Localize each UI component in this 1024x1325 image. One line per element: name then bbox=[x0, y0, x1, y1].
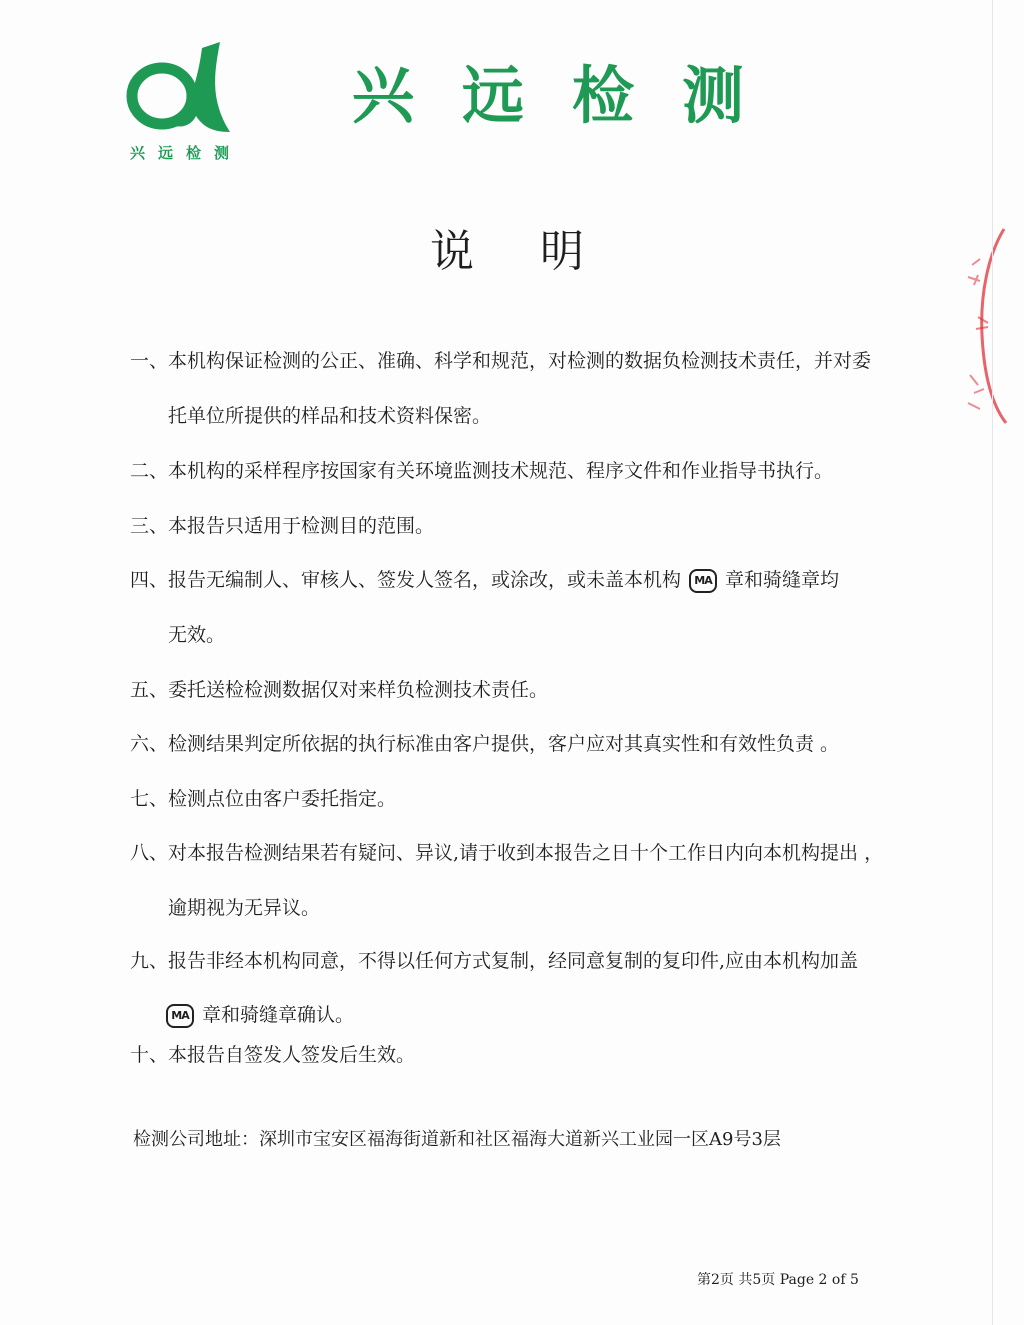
document-title: 说明 bbox=[430, 226, 650, 277]
notice-item-1-continued: 托单位所提供的样品和技术资料保密。 bbox=[168, 405, 492, 427]
brand-name: 兴远检测 bbox=[352, 59, 793, 132]
item-number: 五、 bbox=[130, 679, 169, 701]
item-text: 委托送检检测数据仅对来样负检测技术责任。 bbox=[168, 679, 549, 701]
item-text: 报告非经本机构同意，不得以任何方式复制，经同意复制的复印件,应由本机构加盖 bbox=[168, 950, 859, 972]
notice-item-7 bbox=[130, 786, 900, 812]
notice-item-6 bbox=[130, 731, 900, 757]
logo-caption: 兴远检测 bbox=[130, 144, 243, 162]
page-number: 第2页 共5页 Page 2 of 5 bbox=[697, 1272, 859, 1288]
cma-badge-icon: MA bbox=[689, 569, 717, 593]
item-number: 四、 bbox=[130, 569, 169, 591]
item-text-after: 章和骑缝章均 bbox=[725, 569, 840, 591]
item-number: 二、 bbox=[130, 460, 169, 482]
item-text: 本报告只适用于检测目的范围。 bbox=[168, 515, 435, 537]
item-text: 检测点位由客户委托指定。 bbox=[168, 788, 397, 810]
notice-item-9 bbox=[130, 948, 900, 974]
red-seal-stamp-icon bbox=[948, 225, 1008, 425]
green-alpha-logo-icon bbox=[118, 38, 246, 142]
address-value: 深圳市宝安区福海街道新和社区福海大道新兴工业园一区A9号3层 bbox=[259, 1129, 781, 1150]
item-text: 对本报告检测结果若有疑问、异议,请于收到本报告之日十个工作日内向本机构提出 ， bbox=[168, 842, 884, 864]
notice-item-9-continued bbox=[166, 1002, 866, 1028]
notice-item-1 bbox=[130, 348, 900, 374]
item-number: 六、 bbox=[130, 733, 169, 755]
item-text: 报告无编制人、审核人、签发人签名，或涂改，或未盖本机构 bbox=[168, 569, 682, 591]
scan-edge-line bbox=[992, 0, 993, 1325]
item-text-after: 章和骑缝章确认。 bbox=[202, 1004, 355, 1026]
cma-badge-icon: MA bbox=[166, 1004, 194, 1028]
company-address bbox=[133, 1127, 781, 1153]
notice-item-10 bbox=[130, 1042, 900, 1068]
notice-item-8 bbox=[130, 840, 900, 866]
item-text: 检测结果判定所依据的执行标准由客户提供，客户应对其真实性和有效性负责 。 bbox=[168, 733, 840, 755]
item-number: 七、 bbox=[130, 788, 169, 810]
address-label: 检测公司地址： bbox=[133, 1129, 259, 1150]
item-text: 本机构保证检测的公正、准确、科学和规范，对检测的数据负检测技术责任，并对委 bbox=[168, 350, 872, 372]
company-logo bbox=[118, 38, 246, 166]
notice-item-3 bbox=[130, 513, 900, 539]
notice-item-8-continued: 逾期视为无异议。 bbox=[168, 897, 321, 919]
notice-item-5 bbox=[130, 677, 900, 703]
item-number: 一、 bbox=[130, 350, 169, 372]
notice-item-4 bbox=[130, 567, 900, 593]
item-number: 十、 bbox=[130, 1044, 169, 1066]
item-number: 三、 bbox=[130, 515, 169, 537]
item-text: 本机构的采样程序按国家有关环境监测技术规范、程序文件和作业指导书执行。 bbox=[168, 460, 834, 482]
item-text: 本报告自签发人签发后生效。 bbox=[168, 1044, 416, 1066]
notice-item-2 bbox=[130, 458, 900, 484]
item-number: 九、 bbox=[130, 950, 169, 972]
notice-item-4-continued: 无效。 bbox=[168, 624, 226, 646]
item-number: 八、 bbox=[130, 842, 169, 864]
